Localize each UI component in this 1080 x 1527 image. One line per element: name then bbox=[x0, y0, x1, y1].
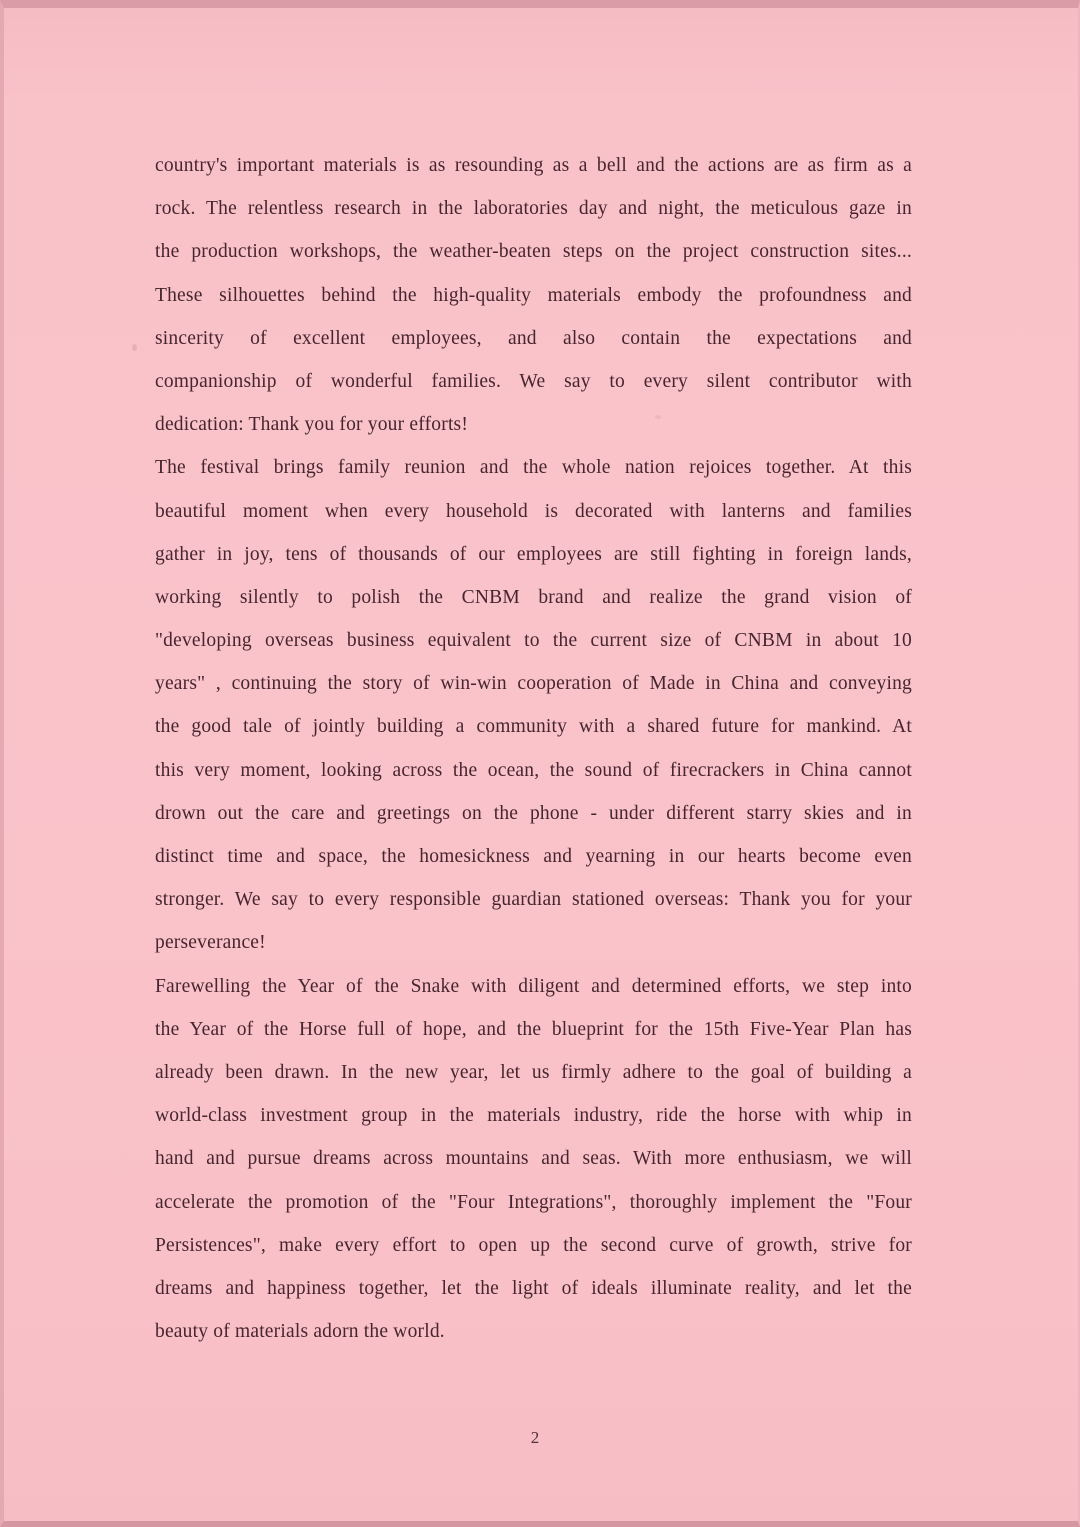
letter-body bbox=[155, 144, 912, 1353]
text-line: country's important materials is as resounding as a bell and the actions are as firm as a bbox=[155, 155, 912, 176]
text-line: hand and pursue dreams across mountains and seas. With more enthusiasm, we will bbox=[155, 1148, 912, 1170]
text-line: Persistences", make every effort to open up the second curve of growth, strive for bbox=[155, 1234, 912, 1256]
text-line: These silhouettes behind the high-quality materials embody the profoundness and bbox=[155, 284, 912, 306]
text-line: years" , continuing the story of win-win cooperation of Made in China and conveying bbox=[155, 673, 912, 695]
text-line: perseverance! bbox=[155, 932, 266, 954]
text-line: world-class investment group in the materials industry, ride the horse with whip in bbox=[155, 1105, 912, 1127]
text-line: distinct time and space, the homesickness and yearning in our hearts become even bbox=[155, 846, 912, 867]
text-line: rock. The relentless research in the laboratories day and night, the meticulous gaze in bbox=[155, 198, 912, 220]
text-line: Farewelling the Year of the Snake with diligent and determined efforts, we step into bbox=[155, 975, 912, 997]
text-line: accelerate the promotion of the "Four Integrations", thoroughly implement the "Four bbox=[155, 1191, 912, 1213]
text-line: beauty of materials adorn the world. bbox=[155, 1321, 445, 1343]
text-line: companionship of wonderful families. We say to every silent contributor with bbox=[155, 370, 912, 392]
text-line: dedication: Thank you for your efforts! bbox=[155, 414, 469, 436]
text-line: the good tale of jointly building a community with a shared future for mankind. At bbox=[155, 716, 912, 738]
text-line: gather in joy, tens of thousands of our employees are still fighting in foreign lands, bbox=[155, 543, 912, 565]
paragraph-festival-reunion bbox=[155, 446, 912, 964]
text-line: drown out the care and greetings on the phone - under different starry skies and in bbox=[155, 802, 912, 824]
text-line: beautiful moment when every household is decorated with lanterns and families bbox=[155, 500, 912, 522]
text-line: working silently to polish the CNBM brand and realize the grand vision of bbox=[155, 586, 912, 608]
text-line: stronger. We say to every responsible guardian stationed overseas: Thank you for your bbox=[155, 889, 912, 911]
paragraph-new-year-outlook bbox=[155, 965, 912, 1354]
text-line: this very moment, looking across the ocean, the sound of firecrackers in China cannot bbox=[155, 759, 912, 781]
text-line: the production workshops, the weather-beaten steps on the project construction sites... bbox=[155, 241, 912, 263]
scan-artifact bbox=[132, 344, 137, 351]
paragraph-dedication bbox=[155, 144, 912, 446]
page-number: 2 bbox=[530, 1428, 540, 1447]
text-line: dreams and happiness together, let the light of ideals illuminate reality, and let the bbox=[155, 1277, 912, 1299]
text-line: "developing overseas business equivalent to the current size of CNBM in about 10 bbox=[155, 630, 912, 652]
text-line: already been drawn. In the new year, let us firmly adhere to the goal of building a bbox=[155, 1061, 912, 1083]
text-line: The festival brings family reunion and the whole nation rejoices together. At this bbox=[155, 457, 912, 479]
text-line: sincerity of excellent employees, and also contain the expectations and bbox=[155, 327, 912, 349]
text-line: the Year of the Horse full of hope, and the blueprint for the 15th Five-Year Plan has bbox=[155, 1018, 912, 1040]
